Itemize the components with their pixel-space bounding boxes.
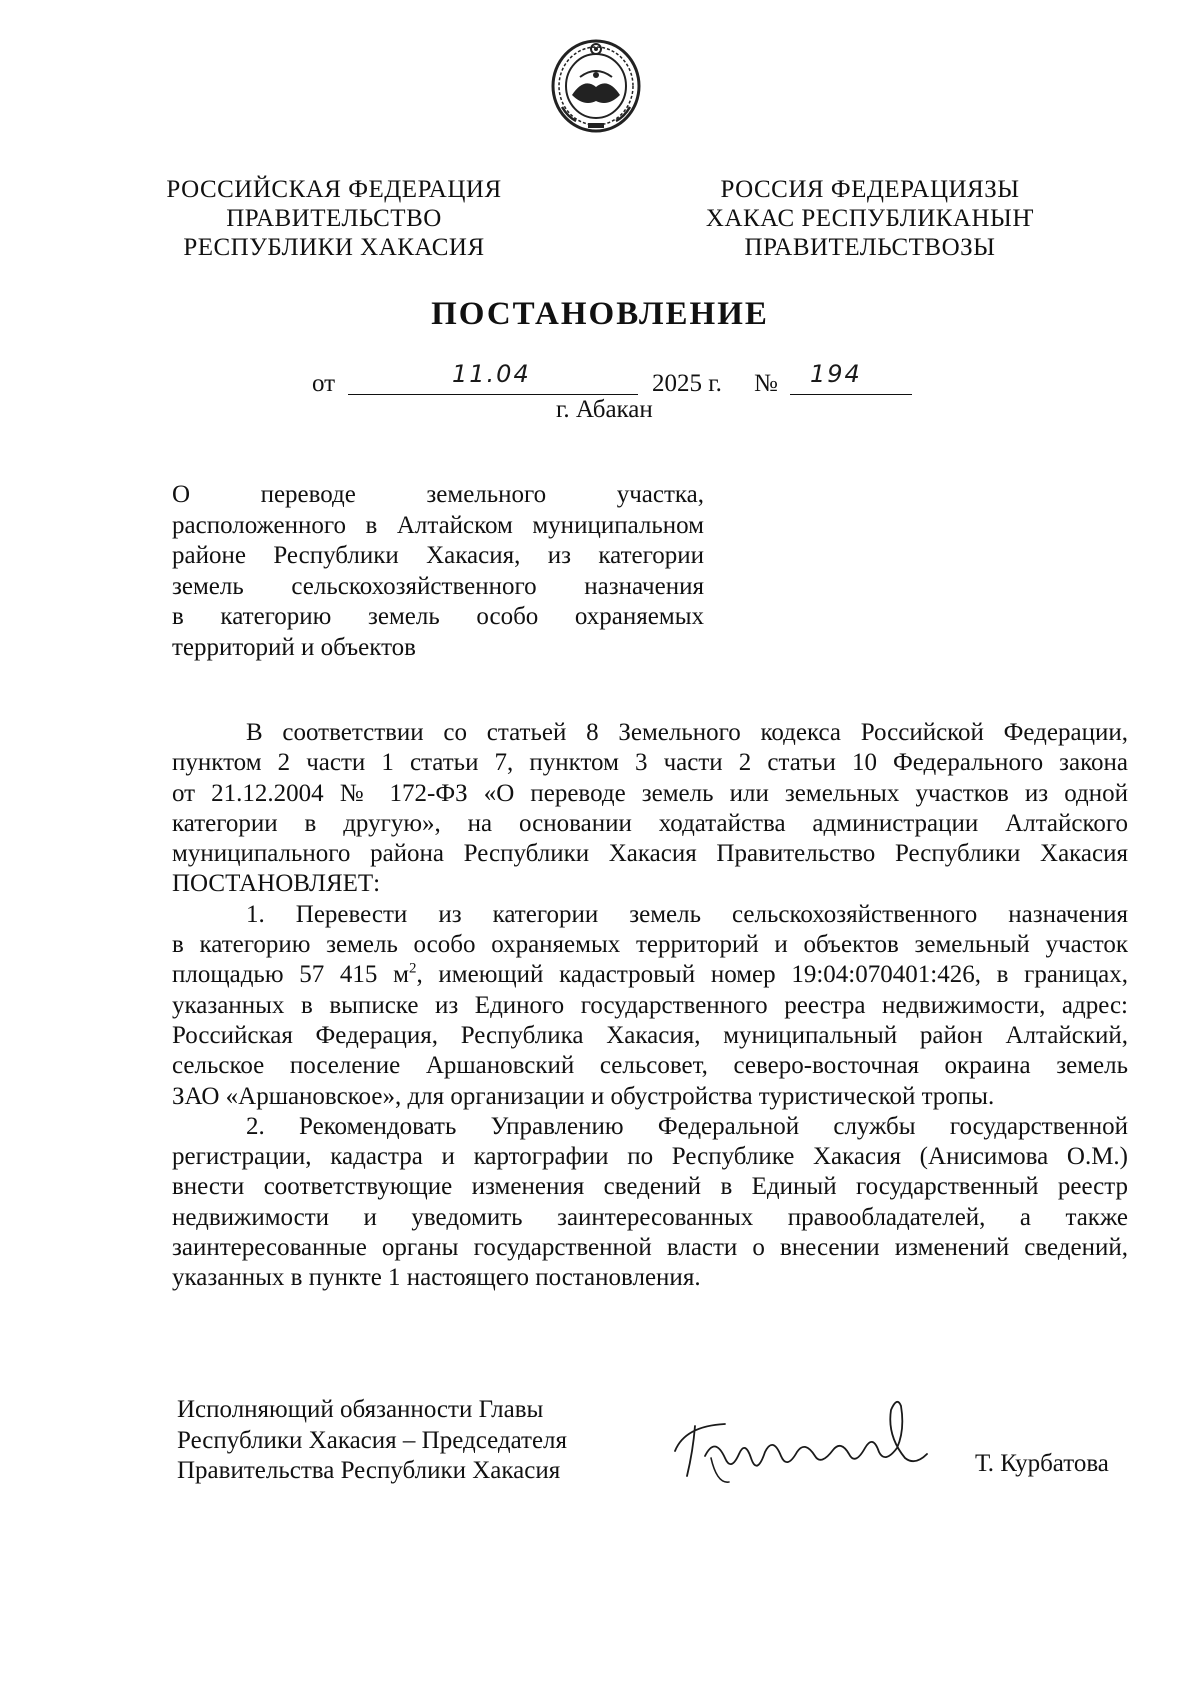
body-line: недвижимости и уведомить заинтересованных правообладателей, а также	[172, 1203, 1128, 1231]
subject-line: в категорию земель особо охраняемых	[172, 603, 704, 630]
handwritten-number: 194	[810, 360, 862, 388]
year-label: 2025 г.	[652, 370, 722, 397]
document-type-title: ПОСТАНОВЛЕНИЕ	[431, 296, 769, 332]
number-label: №	[754, 370, 778, 397]
body-line: 2. Рекомендовать Управлению Федеральной службы государственной	[246, 1112, 1128, 1140]
body-line: В соответствии со статьей 8 Земельного кодекса Российской Федерации,	[246, 719, 1128, 746]
body-line: муниципального района Республики Хакасия Правительство Республики Хакасия	[172, 840, 1128, 868]
subject-line: районе Республики Хакасия, из категории	[172, 542, 704, 569]
subject-line: расположенного в Алтайском муниципальном	[172, 511, 704, 539]
from-label: от	[312, 370, 336, 397]
body-line: Российская Федерация, Республика Хакасия, муниципальный район Алтайский,	[172, 1021, 1128, 1049]
header-right-line: ПРАВИТЕЛЬСТВОЗЫ	[744, 234, 996, 261]
header-left-line: РЕСПУБЛИКИ ХАКАСИЯ	[183, 234, 485, 261]
signatory-position-line: Исполняющий обязанности Главы	[177, 1396, 544, 1423]
header-khakas	[700, 175, 1040, 262]
header-right-line: РОССИЯ ФЕДЕРАЦИЯЗЫ	[720, 176, 1020, 203]
document-body	[172, 718, 1128, 1294]
body-line: 1. Перевести из категории земель сельскохозяйственного назначения	[246, 900, 1128, 928]
subject-block	[172, 480, 704, 663]
header-right-line: ХАКАС РЕСПУБЛИКАНЫҤ	[705, 205, 1035, 232]
body-line: от 21.12.2004 № 172-ФЗ «О переводе земель или земельных участков из одной	[172, 779, 1128, 807]
handwritten-signature	[665, 1396, 935, 1486]
header-left-line: РОССИЙСКАЯ ФЕДЕРАЦИЯ	[166, 176, 502, 203]
handwritten-date: 11.04	[452, 360, 531, 388]
body-line-area	[172, 960, 1128, 990]
body-line: ЗАО «Аршановское», для организации и обустройства туристической тропы.	[172, 1082, 995, 1110]
area-text: площадью 57 415 м	[172, 961, 409, 989]
header-russian	[150, 175, 518, 262]
signatory-position	[177, 1395, 567, 1487]
body-line: в категорию земель особо охраняемых территорий и объектов земельный участок	[172, 931, 1128, 959]
body-line: заинтересованные органы государственной власти о внесении изменений сведений,	[172, 1234, 1128, 1262]
body-line: категории в другую», на основании ходатайства администрации Алтайского	[172, 809, 1128, 837]
body-line: ПОСТАНОВЛЯЕТ:	[172, 870, 381, 898]
subject-line: территорий и объектов	[172, 633, 416, 661]
signatory-position-line: Правительства Республики Хакасия	[177, 1457, 561, 1484]
signer-name: Т. Курбатова	[975, 1450, 1109, 1477]
signatory-position-line: Республики Хакасия – Председателя	[177, 1426, 568, 1454]
body-line: указанных в выписке из Единого государственного реестра недвижимости, адрес:	[172, 991, 1128, 1019]
body-line: пунктом 2 части 1 статьи 7, пунктом 3 части 2 статьи 10 Федерального закона	[172, 749, 1128, 777]
khakassia-emblem-icon	[550, 37, 642, 135]
body-line: указанных в пункте 1 настоящего постановления.	[172, 1264, 701, 1292]
header-left-line: ПРАВИТЕЛЬСТВО	[226, 205, 442, 232]
subject-line: О переводе земельного участка,	[172, 481, 704, 508]
city-label: г. Абакан	[556, 396, 653, 423]
subject-line: земель сельскохозяйственного назначения	[172, 572, 704, 600]
body-line: регистрации, кадастра и картографии по Республике Хакасия (Анисимова О.М.)	[172, 1143, 1128, 1171]
area-superscript: 2	[408, 961, 417, 978]
body-line: внести соответствующие изменения сведений в Единый государственный реестр	[172, 1173, 1128, 1201]
body-line: сельское поселение Аршановский сельсовет, северо-восточная окраина земель	[172, 1052, 1128, 1080]
area-text-rest: , имеющий кадастровый номер 19:04:070401:426, в границах,	[416, 961, 1129, 989]
